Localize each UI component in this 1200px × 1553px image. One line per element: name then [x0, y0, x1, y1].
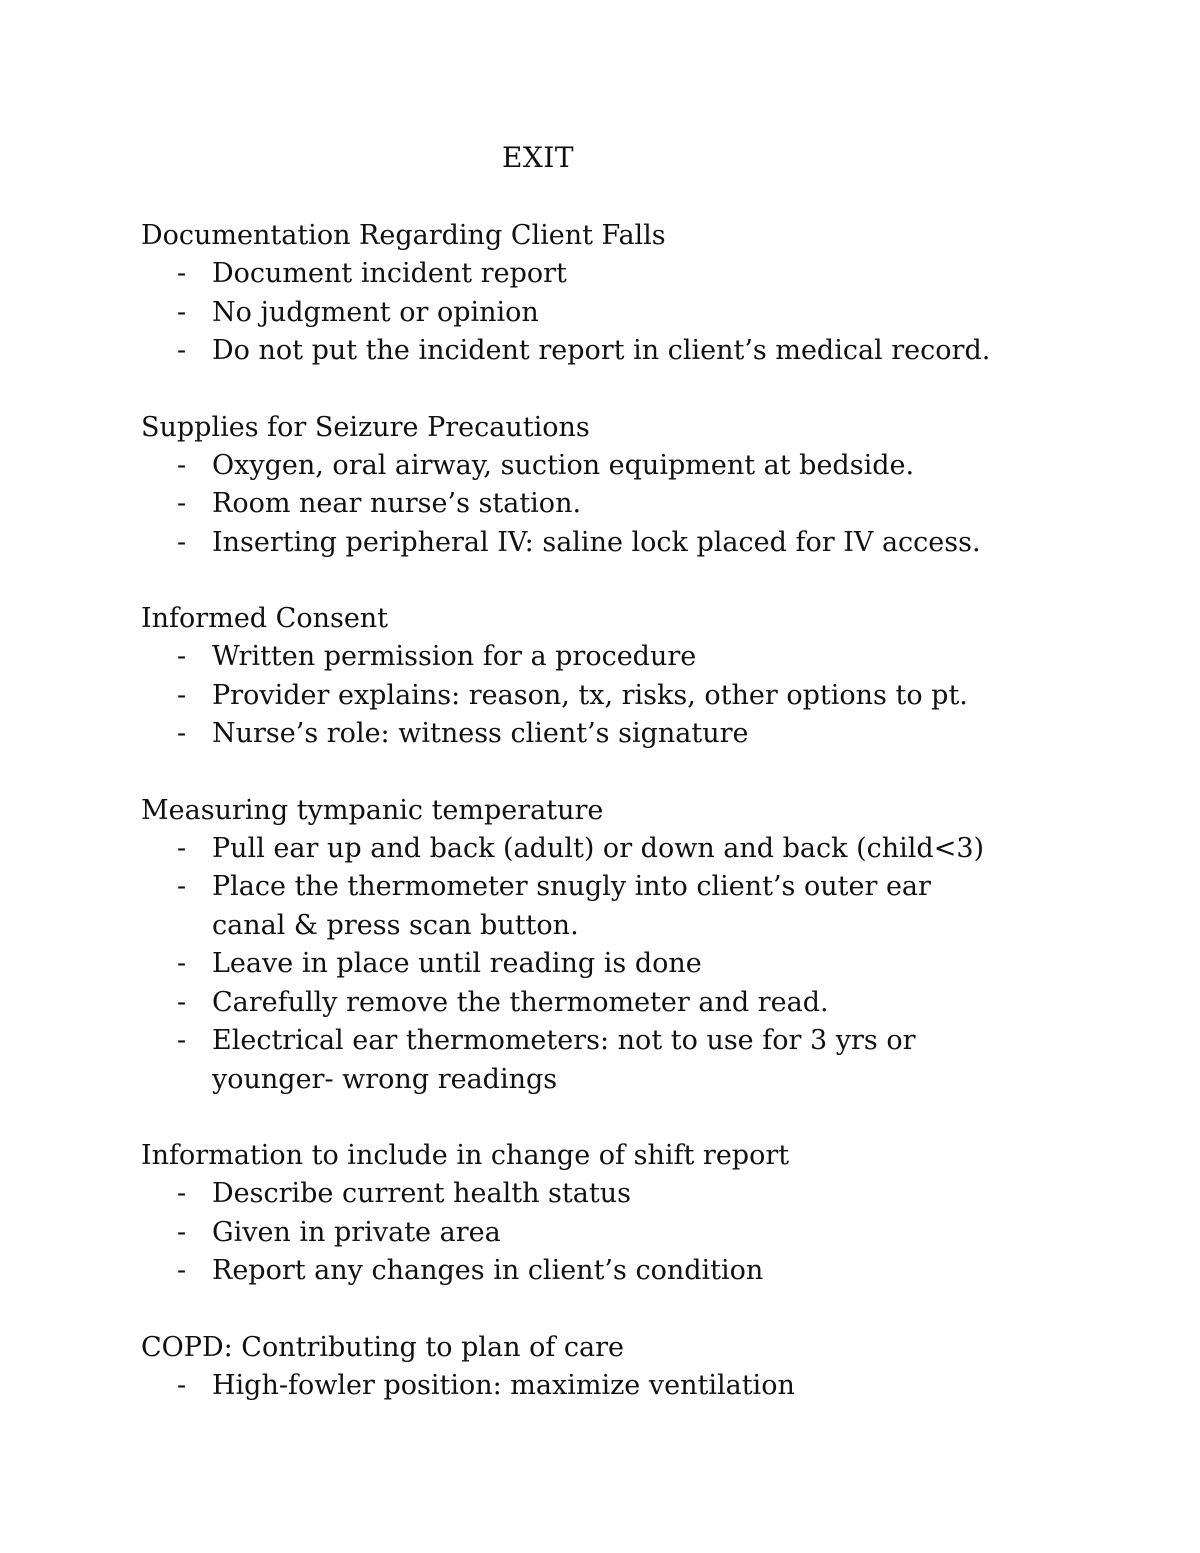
- list-item-text: Room near nurse’s station.: [212, 488, 582, 519]
- list-item-text: Written permission for a procedure: [212, 641, 697, 672]
- bullet-list: [141, 255, 1011, 371]
- dash-bullet-icon: -: [177, 258, 187, 289]
- dash-bullet-icon: -: [177, 335, 187, 366]
- list-item-text: Describe current health status: [212, 1178, 631, 1209]
- list-item-text: Inserting peripheral IV: saline lock placed for IV access.: [212, 526, 981, 558]
- list-item: [141, 447, 1011, 486]
- dash-bullet-icon: -: [177, 488, 187, 519]
- list-item: [141, 1252, 1011, 1291]
- list-item: [141, 294, 1011, 333]
- list-item-text: Do not put the incident report in client’s medical record.: [212, 335, 991, 366]
- list-item: [141, 1022, 1011, 1099]
- list-item: [141, 524, 1011, 563]
- list-item-text: Provider explains: reason, tx, risks, other options to pt.: [212, 679, 968, 711]
- section-informed-consent: [141, 600, 1011, 754]
- list-item-text: Carefully remove the thermometer and read.: [212, 986, 829, 1018]
- list-item: [141, 332, 1011, 371]
- section-heading: Supplies for Seizure Precautions: [141, 411, 590, 443]
- list-item-text: Given in private area: [212, 1216, 501, 1248]
- dash-bullet-icon: -: [177, 526, 187, 558]
- dash-bullet-icon: -: [177, 296, 187, 328]
- bullet-list: [141, 1175, 1011, 1291]
- section-heading: Information to include in change of shift report: [141, 1140, 790, 1171]
- document-title: EXIT: [501, 141, 575, 174]
- dash-bullet-icon: -: [177, 1369, 187, 1401]
- dash-bullet-icon: -: [177, 641, 187, 672]
- list-item: [141, 984, 1011, 1023]
- list-item-text: Pull ear up and back (adult) or down and back (child<3): [212, 832, 985, 864]
- list-item: [141, 677, 1011, 716]
- dash-bullet-icon: -: [177, 948, 187, 979]
- section-client-falls: [141, 217, 1011, 371]
- list-item: [141, 868, 1011, 945]
- list-item-text: Leave in place until reading is done: [212, 948, 702, 979]
- list-item-text: Nurse’s role: witness client’s signature: [212, 718, 749, 749]
- dash-bullet-icon: -: [177, 1178, 187, 1209]
- list-item: [141, 945, 1011, 984]
- list-item: [141, 255, 1011, 294]
- list-item-text: Document incident report: [212, 258, 567, 289]
- dash-bullet-icon: -: [177, 718, 187, 749]
- section-heading: Informed Consent: [141, 603, 389, 634]
- dash-bullet-icon: -: [177, 832, 187, 864]
- list-item: [141, 485, 1011, 524]
- list-item: [141, 1367, 1011, 1406]
- list-item-text: No judgment or opinion: [212, 296, 539, 328]
- section-copd-plan: [141, 1329, 1011, 1406]
- dash-bullet-icon: -: [177, 1025, 187, 1056]
- bullet-list: [141, 638, 1011, 754]
- dash-bullet-icon: -: [177, 449, 187, 481]
- list-item-text: Oxygen, oral airway, suction equipment at bedside.: [212, 449, 915, 481]
- dash-bullet-icon: -: [177, 679, 187, 711]
- list-item: [141, 638, 1011, 677]
- section-heading: Documentation Regarding Client Falls: [141, 220, 666, 251]
- section-heading: COPD: Contributing to plan of care: [141, 1331, 625, 1363]
- list-item-text: Report any changes in client’s condition: [212, 1255, 764, 1286]
- list-item-text: Place the thermometer snugly into client’s outer ear canal & press scan button.: [212, 871, 931, 941]
- dash-bullet-icon: -: [177, 1216, 187, 1248]
- list-item: [141, 715, 1011, 754]
- list-item: [141, 1214, 1011, 1253]
- list-item-text: Electrical ear thermometers: not to use for 3 yrs or younger- wrong readings: [212, 1025, 916, 1095]
- section-seizure-precautions: [141, 409, 1011, 563]
- list-item: [141, 1175, 1011, 1214]
- dash-bullet-icon: -: [177, 1255, 187, 1286]
- document-body: [141, 217, 1011, 1443]
- bullet-list: [141, 1367, 1011, 1406]
- bullet-list: [141, 447, 1011, 563]
- section-heading: Measuring tympanic temperature: [141, 794, 604, 826]
- list-item: [141, 830, 1011, 869]
- bullet-list: [141, 830, 1011, 1100]
- dash-bullet-icon: -: [177, 871, 187, 902]
- dash-bullet-icon: -: [177, 986, 187, 1018]
- section-shift-report: [141, 1137, 1011, 1291]
- list-item-text: High-fowler position: maximize ventilation: [212, 1369, 795, 1401]
- section-tympanic-temperature: [141, 792, 1011, 1100]
